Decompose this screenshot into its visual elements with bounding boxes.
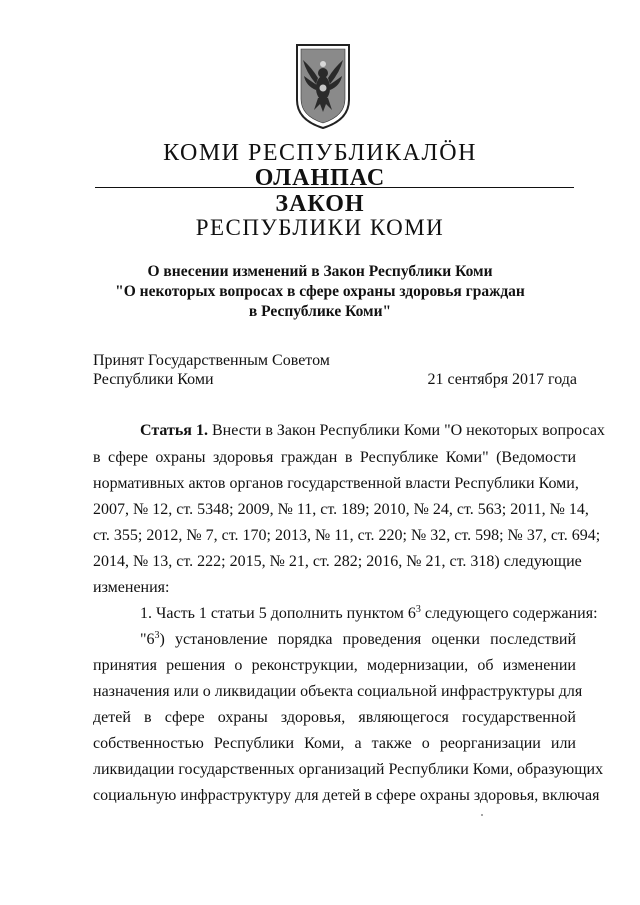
body-text: 1. Часть 1 статьи 5 дополнить пунктом 6 (140, 605, 416, 622)
superscript: 3 (415, 604, 421, 615)
body-line (140, 604, 598, 622)
body-line: назначения или о ликвидации объекта социальной инфраструктуры для (93, 683, 583, 700)
header-komi-republic: КОМИ РЕСПУБЛИКАЛÖН (163, 140, 477, 166)
coat-of-arms-icon (294, 42, 352, 130)
body-line (140, 632, 576, 648)
body-line: принятия решения о реконструкции, модернизации, об изменении (93, 657, 576, 674)
header-olanpas: ОЛАНПАС (254, 165, 386, 191)
adoption-line-2: Республики Коми (93, 371, 214, 388)
document-title-line-1: О внесении изменений в Закон Республики Коми (147, 263, 493, 280)
body-line: ст. 355; 2012, № 7, ст. 170; 2013, № 11, ст. 220; № 32, ст. 598; № 37, ст. 694; (93, 527, 601, 544)
body-line: нормативных актов органов государственной власти Республики Коми, (93, 475, 579, 492)
body-line: социальную инфраструктуру для детей в сфере охраны здоровья, включая (93, 787, 600, 804)
body-text: следующего содержания: (420, 605, 598, 622)
body-line: ликвидации государственных организаций Республики Коми, образующих (93, 761, 604, 778)
body-line: 2007, № 12, ст. 5348; 2009, № 11, ст. 189; 2010, № 24, ст. 563; 2011, № 14, (93, 501, 589, 518)
adoption-date: 21 сентября 2017 года (427, 371, 577, 388)
body-text: ) установление порядка проведения оценки последствий (159, 631, 576, 648)
header-zakon: ЗАКОН (275, 191, 365, 217)
body-line: в сфере охраны здоровья граждан в Республике Коми" (Ведомости (93, 449, 576, 466)
document-title-line-3: в Республике Коми" (248, 303, 392, 320)
superscript: 3 (154, 630, 160, 641)
body-line: собственностью Республики Коми, а также о реорганизации или (93, 735, 576, 752)
body-line: изменения: (93, 579, 170, 596)
header-republic-komi: РЕСПУБЛИКИ КОМИ (195, 215, 445, 240)
article-label: Статья 1. (140, 422, 208, 439)
document-title-line-2: "О некоторых вопросах в сфере охраны здоровья граждан (115, 283, 525, 300)
adoption-line-1: Принят Государственным Советом (93, 352, 330, 369)
body-line: 2014, № 13, ст. 222; 2015, № 21, ст. 282; 2016, № 21, ст. 318) следующие (93, 553, 582, 570)
body-line (140, 422, 605, 439)
body-text: Внести в Закон Республики Коми "О некоторых вопросах (211, 422, 605, 439)
body-line: детей в сфере охраны здоровья, являющегося государственной (93, 709, 576, 726)
header-divider (95, 187, 574, 188)
scan-speck (481, 814, 483, 816)
body-text: "6 (140, 631, 155, 648)
